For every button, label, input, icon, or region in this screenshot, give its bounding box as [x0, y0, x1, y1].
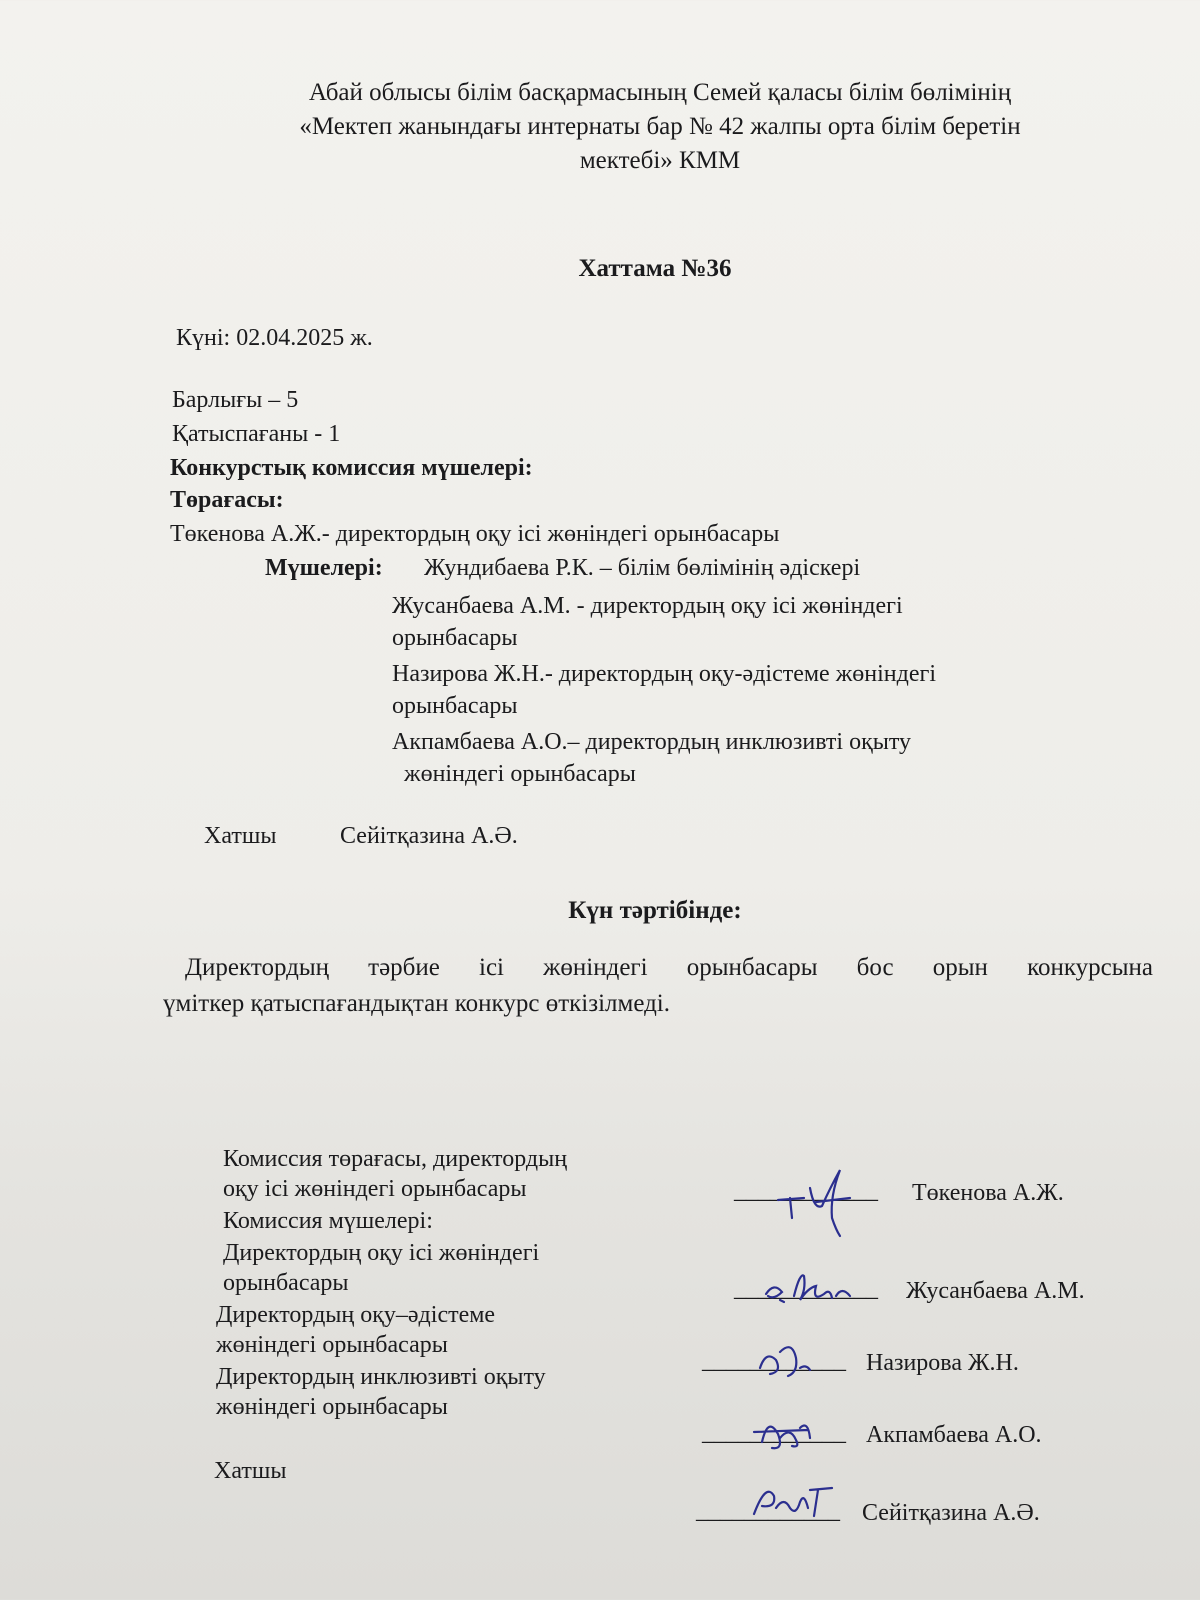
signatory-name: Жусанбаева А.М. [906, 1278, 1085, 1304]
secretary-label: Хатшы [204, 823, 277, 849]
signature-role: жөніндегі орынбасары [216, 1332, 448, 1358]
chair-label: Төрағасы: [170, 487, 284, 513]
signature-role: орынбасары [223, 1270, 349, 1296]
total-count: Барлығы – 5 [172, 387, 299, 413]
signature-role: Комиссия мүшелері: [223, 1208, 433, 1234]
header-line-1: Абай облысы білім басқармасының Семей қаласы білім бөлімінің [308, 79, 1012, 106]
signature-role: жөніндегі орынбасары [216, 1394, 448, 1420]
signatory-name: Акпамбаева А.О. [866, 1422, 1042, 1448]
member-entry-cont: жөніндегі орынбасары [404, 761, 636, 787]
chair-entry: Төкенова А.Ж.- директордың оқу ісі жөніндегі орынбасары [170, 521, 780, 547]
member-entry: Назирова Ж.Н.- директордың оқу-әдістеме жөніндегі [392, 661, 937, 687]
signature-role: оқу ісі жөніндегі орынбасары [223, 1176, 527, 1202]
signature-role: Директордың оқу ісі жөніндегі [223, 1240, 540, 1266]
handwritten-signature-2 [760, 1266, 870, 1326]
signature-line: ____________ [734, 1276, 878, 1302]
handwritten-signature-3 [752, 1338, 832, 1388]
signature-role: Директордың инклюзивті оқыту [216, 1364, 546, 1390]
agenda-title: Күн тәртібінде: [568, 897, 742, 924]
member-entry-cont: орынбасары [392, 693, 518, 719]
agenda-text-line-1: Директордың тәрбие ісі жөніндегі орынбасары бос орын конкурсына [185, 954, 1153, 981]
header-line-3: мектебі» КММ [579, 147, 741, 174]
signature-line: ____________ [696, 1498, 840, 1524]
signature-role: Комиссия төрағасы, директордың [223, 1146, 568, 1172]
agenda-text-line-2: үміткер қатыспағандықтан конкурс өткізілмеді. [163, 990, 671, 1017]
handwritten-signature-1 [770, 1148, 870, 1238]
absent-count: Қатыспағаны - 1 [172, 421, 341, 447]
handwritten-signature-5 [748, 1478, 848, 1528]
signature-line: ____________ [702, 1420, 846, 1446]
signature-line: ____________ [702, 1348, 846, 1374]
organization-header [200, 76, 1120, 178]
agenda-paragraph [163, 950, 1153, 1022]
header-line-2: «Мектеп жанындағы интернаты бар № 42 жалпы орта білім беретін [299, 113, 1021, 140]
member-entry-cont: орынбасары [392, 625, 518, 651]
signatory-name: Сейітқазина А.Ә. [862, 1500, 1040, 1526]
members-label: Мүшелері: [265, 555, 383, 581]
commission-label: Конкурстық комиссия мүшелері: [170, 455, 533, 481]
member-entry: Жусанбаева А.М. - директордың оқу ісі жөніндегі [392, 593, 903, 619]
protocol-date: Күні: 02.04.2025 ж. [176, 325, 373, 351]
signature-role: Хатшы [214, 1458, 287, 1484]
signature-line: ____________ [734, 1178, 878, 1204]
handwritten-signature-4 [748, 1410, 838, 1460]
signatory-name: Назирова Ж.Н. [866, 1350, 1019, 1376]
protocol-title: Хаттама №36 [578, 255, 732, 282]
signatory-name: Төкенова А.Ж. [912, 1180, 1064, 1206]
member-entry: Жундибаева Р.К. – білім бөлімінің әдіскері [424, 555, 861, 581]
secretary-name: Сейітқазина А.Ә. [340, 823, 518, 849]
member-entry: Акпамбаева А.О.– директордың инклюзивті оқыту [392, 729, 912, 755]
signature-role: Директордың оқу–әдістеме [216, 1302, 496, 1328]
